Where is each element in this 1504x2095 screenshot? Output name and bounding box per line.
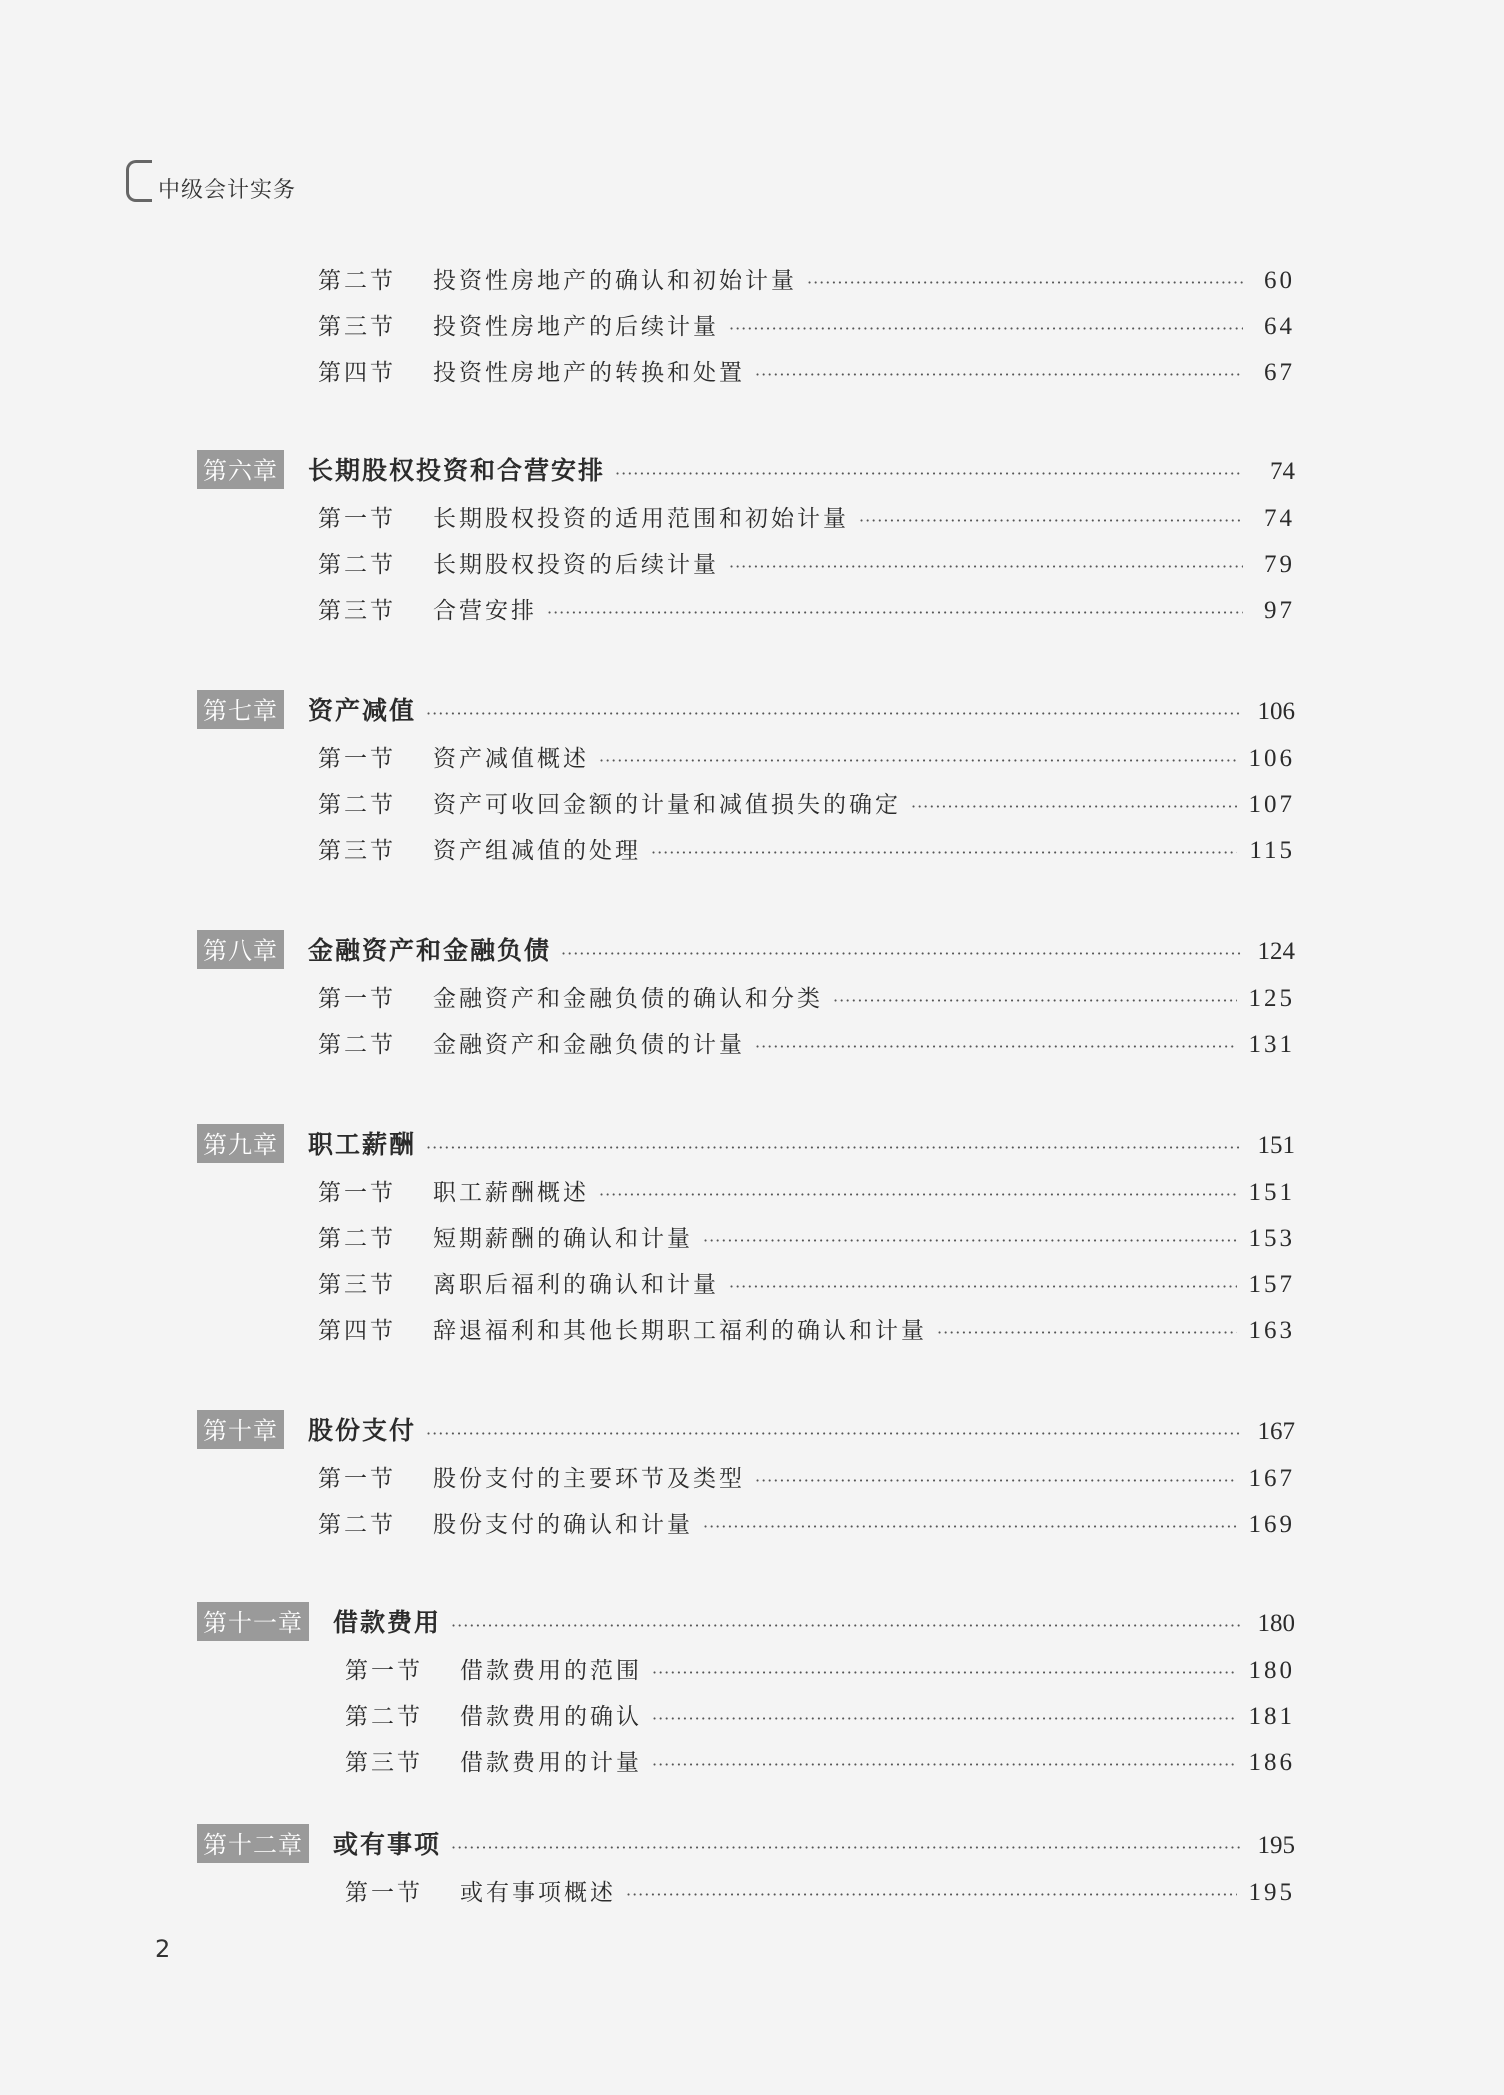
page-ref: 115 (1249, 837, 1295, 864)
chapter-number-badge: 第十二章 (197, 1824, 309, 1863)
toc-section-row[interactable] (345, 1652, 1295, 1685)
section-title: 长期股权投资的后续计量 (433, 552, 719, 578)
toc-chapter-row[interactable] (197, 1602, 1295, 1641)
page-ref: 97 (1264, 597, 1295, 624)
leader-dots (729, 319, 1243, 338)
section-number: 第三节 (318, 314, 396, 340)
toc-section-row[interactable] (318, 1506, 1295, 1539)
page-number: 2 (155, 1935, 171, 1963)
leader-dots (703, 1231, 1237, 1250)
toc-chapter-row[interactable] (197, 1824, 1295, 1863)
leader-dots (426, 1424, 1243, 1443)
chapter-title: 借款费用 (333, 1608, 442, 1637)
section-number: 第三节 (318, 838, 396, 864)
leader-dots (599, 1185, 1237, 1204)
section-number: 第二节 (318, 792, 396, 818)
section-number: 第一节 (318, 1466, 396, 1492)
page-ref: 167 (1257, 1418, 1295, 1445)
section-number: 第二节 (318, 268, 396, 294)
page-ref: 167 (1248, 1465, 1295, 1492)
chapter-title: 或有事项 (333, 1830, 442, 1859)
section-title: 短期薪酬的确认和计量 (433, 1226, 693, 1252)
section-title: 辞退福利和其他长期职工福利的确认和计量 (433, 1318, 927, 1344)
section-title: 投资性房地产的后续计量 (433, 314, 719, 340)
section-title: 资产减值概述 (433, 746, 589, 772)
leader-dots (451, 1616, 1243, 1635)
toc-chapter-row[interactable] (197, 1410, 1295, 1449)
toc-section-row[interactable] (345, 1874, 1295, 1907)
chapter-number-badge: 第六章 (197, 450, 284, 489)
page-ref: 186 (1248, 1749, 1295, 1776)
chapter-number-badge: 第八章 (197, 930, 284, 969)
page-ref: 79 (1264, 551, 1295, 578)
section-number: 第一节 (318, 1180, 396, 1206)
toc-section-row[interactable] (345, 1698, 1295, 1731)
leader-dots (451, 1838, 1243, 1857)
leader-dots (807, 273, 1243, 292)
leader-dots (652, 1755, 1237, 1774)
toc-section-row[interactable] (318, 1026, 1295, 1059)
leader-dots (547, 603, 1243, 622)
section-title: 借款费用的计量 (460, 1750, 642, 1776)
leader-dots (651, 843, 1237, 862)
section-title: 投资性房地产的确认和初始计量 (433, 268, 797, 294)
toc-section-row[interactable] (318, 832, 1295, 865)
page-ref: 180 (1248, 1657, 1295, 1684)
section-title: 投资性房地产的转换和处置 (433, 360, 745, 386)
leader-dots (599, 751, 1237, 770)
leader-dots (833, 991, 1237, 1010)
leader-dots (755, 365, 1243, 384)
leader-dots (755, 1037, 1237, 1056)
page-ref: 195 (1248, 1879, 1295, 1906)
toc-section-row[interactable] (318, 1220, 1295, 1253)
page-ref: 163 (1248, 1317, 1295, 1344)
leader-dots (652, 1663, 1237, 1682)
section-title: 借款费用的确认 (460, 1704, 642, 1730)
section-number: 第一节 (345, 1880, 423, 1906)
section-title: 金融资产和金融负债的计量 (433, 1032, 745, 1058)
section-title: 合营安排 (433, 598, 537, 624)
toc-chapter-row[interactable] (197, 450, 1295, 489)
leader-dots (703, 1517, 1237, 1536)
section-number: 第一节 (345, 1658, 423, 1684)
page-ref: 151 (1248, 1179, 1295, 1206)
page-ref: 60 (1264, 267, 1295, 294)
toc-section-row[interactable] (318, 1312, 1295, 1345)
leader-dots (755, 1471, 1237, 1490)
leader-dots (729, 1277, 1237, 1296)
section-title: 股份支付的确认和计量 (433, 1512, 693, 1538)
leader-dots (561, 944, 1243, 963)
chapter-number-badge: 第九章 (197, 1124, 284, 1163)
chapter-title: 资产减值 (308, 696, 417, 725)
page-ref: 64 (1264, 313, 1295, 340)
page-ref: 151 (1257, 1132, 1295, 1159)
leader-dots (426, 704, 1243, 723)
page-ref: 131 (1248, 1031, 1295, 1058)
page-ref: 67 (1264, 359, 1295, 386)
toc-section-row[interactable] (318, 354, 1295, 387)
section-number: 第三节 (345, 1750, 423, 1776)
section-title: 离职后福利的确认和计量 (433, 1272, 719, 1298)
toc-section-row[interactable] (318, 592, 1295, 625)
toc-section-row[interactable] (318, 1460, 1295, 1493)
toc-section-row[interactable] (318, 980, 1295, 1013)
section-title: 或有事项概述 (460, 1880, 616, 1906)
page-ref: 181 (1248, 1703, 1295, 1730)
section-title: 资产可收回金额的计量和减值损失的确定 (433, 792, 901, 818)
chapter-title: 长期股权投资和合营安排 (308, 456, 606, 485)
chapter-title: 股份支付 (308, 1416, 417, 1445)
section-title: 资产组减值的处理 (433, 838, 641, 864)
book-title: 中级会计实务 (158, 178, 297, 203)
chapter-title: 职工薪酬 (308, 1130, 417, 1159)
toc-section-row[interactable] (318, 546, 1295, 579)
section-number: 第二节 (318, 1032, 396, 1058)
page-ref: 125 (1248, 985, 1295, 1012)
section-number: 第二节 (318, 1512, 396, 1538)
page-ref: 157 (1248, 1271, 1295, 1298)
chapter-number-badge: 第七章 (197, 690, 284, 729)
leader-dots (615, 464, 1243, 483)
page-ref: 74 (1270, 458, 1295, 485)
page-ref: 195 (1257, 1832, 1295, 1859)
toc-chapter-row[interactable] (197, 930, 1295, 969)
chapter-title: 金融资产和金融负债 (308, 936, 552, 965)
toc-chapter-row[interactable] (197, 690, 1295, 729)
page-ref: 106 (1257, 698, 1295, 725)
toc-section-row[interactable] (318, 308, 1295, 341)
page-ref: 153 (1248, 1225, 1295, 1252)
page-ref: 169 (1248, 1511, 1295, 1538)
section-number: 第四节 (318, 1318, 396, 1344)
section-number: 第四节 (318, 360, 396, 386)
toc-section-row[interactable] (318, 740, 1295, 773)
leader-dots (859, 511, 1243, 530)
page-ref: 74 (1264, 505, 1295, 532)
leader-dots (729, 557, 1243, 576)
section-number: 第一节 (318, 506, 396, 532)
toc-section-row[interactable] (318, 1266, 1295, 1299)
section-title: 借款费用的范围 (460, 1658, 642, 1684)
toc-chapter-row[interactable] (197, 1124, 1295, 1163)
toc-section-row[interactable] (318, 500, 1295, 533)
section-number: 第一节 (318, 746, 396, 772)
section-title: 金融资产和金融负债的确认和分类 (433, 986, 823, 1012)
page-ref: 107 (1248, 791, 1295, 818)
leader-dots (426, 1138, 1243, 1157)
page-ref: 106 (1248, 745, 1295, 772)
leader-dots (652, 1709, 1237, 1728)
toc-section-row[interactable] (318, 262, 1295, 295)
section-number: 第三节 (318, 598, 396, 624)
toc-section-row[interactable] (318, 786, 1295, 819)
section-title: 职工薪酬概述 (433, 1180, 589, 1206)
leader-dots (626, 1885, 1237, 1904)
chapter-number-badge: 第十一章 (197, 1602, 309, 1641)
section-number: 第二节 (318, 1226, 396, 1252)
toc-section-row[interactable] (345, 1744, 1295, 1777)
section-number: 第三节 (318, 1272, 396, 1298)
section-number: 第二节 (345, 1704, 423, 1730)
section-title: 长期股权投资的适用范围和初始计量 (433, 506, 849, 532)
section-number: 第一节 (318, 986, 396, 1012)
leader-dots (911, 797, 1237, 816)
page-ref: 124 (1257, 938, 1295, 965)
section-title: 股份支付的主要环节及类型 (433, 1466, 745, 1492)
page-ref: 180 (1257, 1610, 1295, 1637)
toc-section-row[interactable] (318, 1174, 1295, 1207)
section-number: 第二节 (318, 552, 396, 578)
leader-dots (937, 1323, 1237, 1342)
chapter-number-badge: 第十章 (197, 1410, 284, 1449)
